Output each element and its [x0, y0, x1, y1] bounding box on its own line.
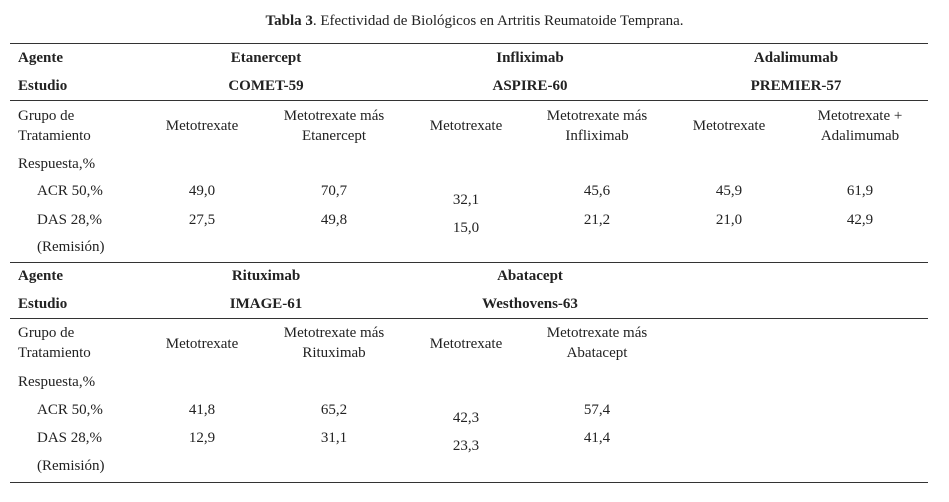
remision-label: (Remisión) [37, 239, 105, 255]
agente-label: Agente [18, 50, 63, 66]
table-caption [0, 13, 949, 30]
study-comet: COMET-59 [228, 78, 304, 94]
rule-top [10, 43, 928, 44]
grupo-label-2: Tratamiento [18, 345, 91, 361]
study-image: IMAGE-61 [229, 296, 303, 312]
das-value: 23,3 [452, 438, 480, 454]
das-value: 15,0 [452, 220, 480, 236]
acr-value: 61,9 [846, 183, 874, 199]
das-value: 27,5 [188, 212, 216, 228]
group-mtx: Metotrexate [429, 118, 503, 134]
das-value: 42,9 [846, 212, 874, 228]
acr-label: ACR 50,% [37, 183, 103, 199]
group-mtx-rit-1: Metotrexate más [283, 325, 385, 341]
group-mtx: Metotrexate [165, 336, 239, 352]
acr-value: 32,1 [452, 192, 480, 208]
drug-etanercept: Etanercept [230, 50, 302, 66]
group-mtx-inf-1: Metotrexate más [546, 108, 648, 124]
acr-value: 45,6 [583, 183, 611, 199]
acr-value: 57,4 [583, 402, 611, 418]
drug-abatacept: Abatacept [497, 268, 563, 284]
rule-bottom [10, 482, 928, 483]
group-mtx: Metotrexate [692, 118, 766, 134]
acr-value: 65,2 [320, 402, 348, 418]
caption-text: . Efectividad de Biológicos en Artritis Reumatoide Temprana. [312, 13, 684, 29]
acr-value: 42,3 [452, 410, 480, 426]
acr-label: ACR 50,% [37, 402, 103, 418]
das-value: 21,2 [583, 212, 611, 228]
estudio-label: Estudio [18, 296, 68, 312]
group-mtx-eta-2: Etanercept [301, 128, 367, 144]
acr-value: 45,9 [715, 183, 743, 199]
acr-value: 41,8 [188, 402, 216, 418]
respuesta-label: Respuesta,% [18, 374, 96, 390]
acr-value: 49,0 [188, 183, 216, 199]
estudio-label: Estudio [18, 78, 68, 94]
das-value: 41,4 [583, 430, 611, 446]
group-mtx: Metotrexate [429, 336, 503, 352]
group-mtx-aba-2: Abatacept [566, 345, 628, 361]
rule-header2 [10, 318, 928, 319]
group-mtx-ada-1: Metotrexate + [817, 108, 903, 124]
study-aspire: ASPIRE-60 [492, 78, 568, 94]
group-mtx-ada-2: Adalimumab [820, 128, 900, 144]
das-value: 12,9 [188, 430, 216, 446]
group-mtx-rit-2: Rituximab [302, 345, 366, 361]
grupo-label-1: Grupo de [18, 108, 75, 124]
rule-section2 [10, 262, 928, 263]
das-label: DAS 28,% [37, 212, 103, 228]
rule-header1 [10, 100, 928, 101]
grupo-label-2: Tratamiento [18, 128, 91, 144]
remision-label: (Remisión) [37, 458, 105, 474]
agente-label: Agente [18, 268, 63, 284]
caption-label: Tabla 3 [265, 13, 313, 29]
group-mtx-inf-2: Infliximab [565, 128, 629, 144]
das-label: DAS 28,% [37, 430, 103, 446]
study-premier: PREMIER-57 [750, 78, 842, 94]
das-value: 49,8 [320, 212, 348, 228]
drug-infliximab: Infliximab [496, 50, 564, 66]
das-value: 21,0 [715, 212, 743, 228]
study-westhovens: Westhovens-63 [482, 296, 578, 312]
das-value: 31,1 [320, 430, 348, 446]
grupo-label-1: Grupo de [18, 325, 75, 341]
group-mtx: Metotrexate [165, 118, 239, 134]
drug-adalimumab: Adalimumab [753, 50, 839, 66]
acr-value: 70,7 [320, 183, 348, 199]
group-mtx-eta-1: Metotrexate más [283, 108, 385, 124]
group-mtx-aba-1: Metotrexate más [546, 325, 648, 341]
respuesta-label: Respuesta,% [18, 156, 96, 172]
drug-rituximab: Rituximab [231, 268, 301, 284]
